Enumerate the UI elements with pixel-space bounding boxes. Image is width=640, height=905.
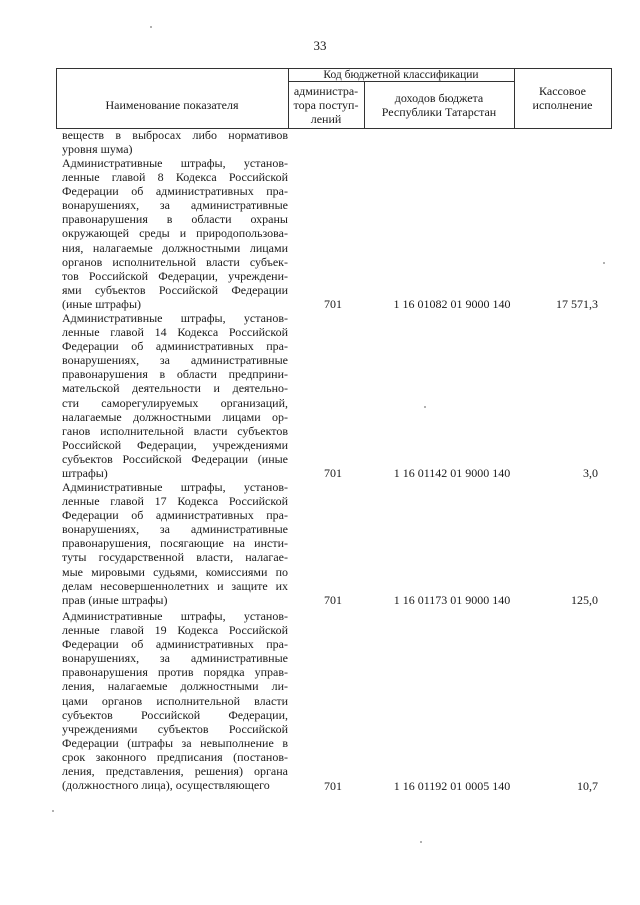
text-line: Федерации (штрафы за невыполнение в bbox=[62, 735, 288, 750]
text-line: ленные главой 17 Кодекса Российской bbox=[62, 494, 288, 509]
text-line: прав (иные штрафы) bbox=[62, 592, 168, 607]
text-line: Административные штрафы, установ- bbox=[62, 156, 288, 170]
text-line: туты государственной власти, налагае- bbox=[62, 550, 288, 565]
header-cash-execution bbox=[514, 68, 611, 128]
text-line: ганов исполнительной власти субъектов bbox=[62, 423, 288, 438]
header-revenue-line: Республики Татарстан bbox=[381, 104, 497, 119]
text-line: ленные главой 19 Кодекса Российской bbox=[62, 623, 288, 638]
text-line: Административные штрафы, установ- bbox=[62, 311, 288, 325]
text-line: налагаемые должностными лицами ор- bbox=[62, 409, 288, 424]
header-indicator-name: Наименование показателя bbox=[105, 98, 239, 112]
header-administrator-line: тора поступ- bbox=[293, 97, 359, 112]
table-header bbox=[56, 68, 612, 128]
scan-speck bbox=[424, 406, 426, 408]
text-line: тов Российской Федерации, учреждени- bbox=[62, 268, 288, 283]
scan-speck bbox=[603, 262, 605, 264]
text-line: правонарушения, посягающие на инсти- bbox=[62, 536, 288, 551]
text-line: Административные штрафы, установ- bbox=[62, 609, 288, 623]
text-line: субъектов Российской Федерации (иные bbox=[62, 451, 288, 466]
header-budget-code: Код бюджетной классификации bbox=[323, 68, 479, 81]
text-line: ями субъектов Российской Федерации bbox=[62, 282, 288, 297]
row-budget-code: 1 16 01082 01 9000 140 bbox=[393, 297, 511, 311]
header-revenue-line: доходов бюджета bbox=[394, 90, 484, 105]
row-description bbox=[62, 156, 288, 311]
text-line: мательской деятельности и деятельно- bbox=[62, 381, 288, 396]
text-line: правонарушения против порядка управ- bbox=[62, 665, 288, 680]
row-admin-code: 701 bbox=[324, 779, 342, 793]
row-amount: 10,7 bbox=[577, 779, 598, 793]
row-amount: 17 571,3 bbox=[556, 297, 598, 311]
text-line: Федерации об административных пра- bbox=[62, 637, 288, 652]
text-line: ленные главой 8 Кодекса Российской bbox=[62, 170, 288, 185]
scan-speck bbox=[52, 810, 54, 812]
text-line: вонарушениях, за административные bbox=[62, 198, 288, 213]
text-line: Административные штрафы, установ- bbox=[62, 480, 288, 494]
text-line: делам несовершеннолетних и защите их bbox=[62, 578, 288, 593]
row-budget-code: 1 16 01192 01 0005 140 bbox=[393, 779, 511, 793]
text-line: Федерации об административных пра- bbox=[62, 508, 288, 523]
header-administrator bbox=[288, 81, 364, 128]
text-line: органов исполнительной власти субъек- bbox=[62, 254, 288, 269]
text-line: ния, налагаемые должностными лицами bbox=[62, 240, 288, 255]
scan-speck bbox=[150, 26, 152, 28]
text-line: вонарушениях, за административные bbox=[62, 353, 288, 368]
row-budget-code: 1 16 01173 01 9000 140 bbox=[393, 593, 511, 607]
header-administrator-line: администра- bbox=[293, 83, 359, 98]
text-line: сти саморегулируемых организаций, bbox=[62, 395, 288, 410]
text-line: цами органов исполнительной власти bbox=[62, 693, 288, 708]
row-admin-code: 701 bbox=[324, 297, 342, 311]
text-line: учреждениями субъектов Российской bbox=[62, 721, 288, 736]
text-line: Федерации об административных пра- bbox=[62, 339, 288, 354]
text-line: Федерации об административных пра- bbox=[62, 184, 288, 199]
text-line: мые мировыми судьями, комиссиями по bbox=[62, 564, 288, 579]
row-description bbox=[62, 128, 288, 156]
text-line: веществ в выбросах либо нормативов bbox=[62, 128, 288, 142]
scan-speck bbox=[420, 841, 422, 843]
text-line: уровня шума) bbox=[62, 142, 133, 157]
row-description bbox=[62, 609, 288, 792]
text-line: вонарушениях, за административные bbox=[62, 522, 288, 537]
header-revenue-code bbox=[364, 81, 514, 128]
row-admin-code: 701 bbox=[324, 466, 342, 480]
row-amount: 125,0 bbox=[571, 593, 598, 607]
row-admin-code: 701 bbox=[324, 593, 342, 607]
header-cash-line: исполнение bbox=[532, 98, 593, 112]
page-number: 33 bbox=[313, 38, 327, 53]
text-line: срок законного предписания (постанов- bbox=[62, 749, 288, 764]
text-line: ления, представления, решения) органа bbox=[62, 764, 288, 779]
text-line: правонарушения в области охраны bbox=[62, 212, 288, 227]
text-line: субъектов Российской Федерации, bbox=[62, 707, 288, 722]
text-line: окружающей среды и природопользова- bbox=[62, 226, 288, 241]
row-amount: 3,0 bbox=[583, 466, 598, 480]
row-description bbox=[62, 311, 288, 480]
text-line: вонарушениях, за административные bbox=[62, 651, 288, 666]
text-line: (должностного лица), осуществляющего bbox=[62, 778, 270, 793]
text-line: штрафы) bbox=[62, 466, 108, 481]
text-line: Российской Федерации, учреждениями bbox=[62, 437, 288, 452]
row-description bbox=[62, 480, 288, 607]
text-line: правонарушения в области предприни- bbox=[62, 367, 288, 382]
header-cash-line: Кассовое bbox=[539, 84, 586, 98]
header-administrator-line: лений bbox=[310, 111, 342, 126]
text-line: ления, налагаемые должностными ли- bbox=[62, 679, 288, 694]
row-budget-code: 1 16 01142 01 9000 140 bbox=[393, 466, 511, 480]
text-line: ленные главой 14 Кодекса Российской bbox=[62, 325, 288, 340]
text-line: (иные штрафы) bbox=[62, 296, 142, 311]
